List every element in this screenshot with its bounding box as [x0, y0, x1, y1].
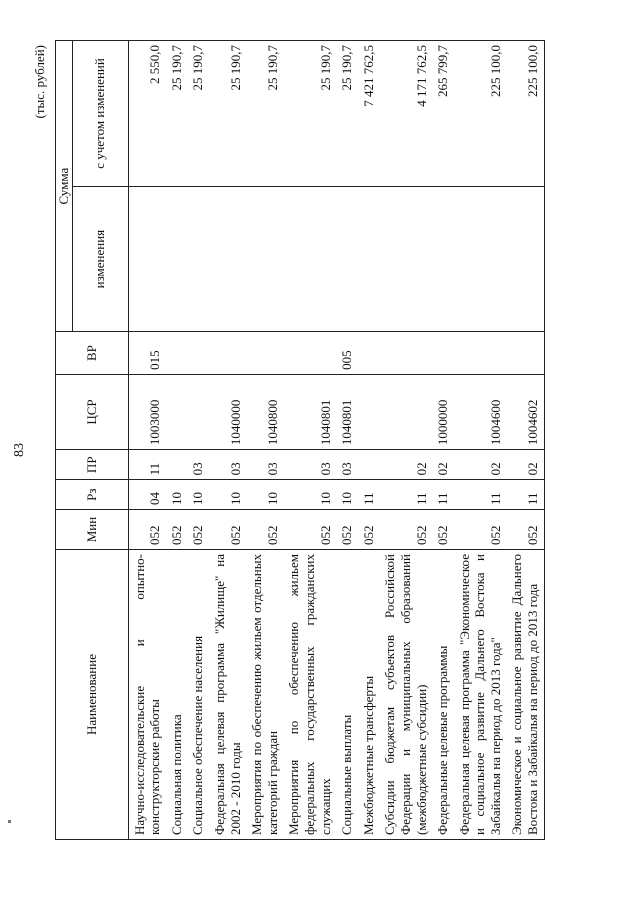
row-pr: 11 [128, 450, 166, 480]
row-csr: 1000000 [432, 374, 454, 449]
row-pr: 03 [187, 450, 209, 480]
row-vr [246, 332, 283, 375]
row-vr [506, 332, 544, 375]
row-changes [166, 186, 188, 331]
header-changes: изменения [72, 186, 128, 331]
budget-table [55, 40, 545, 840]
row-changes [209, 186, 246, 331]
row-rz: 11 [506, 480, 544, 510]
row-pr: 02 [506, 450, 544, 480]
table-row [358, 41, 380, 840]
row-name: Федеральная целевая программа "Жилище" на 2002 - 2010 годы [209, 550, 246, 840]
row-min: 052 [432, 510, 454, 550]
row-csr: 1003000 [128, 374, 166, 449]
table-row [379, 41, 432, 840]
row-pr: 03 [336, 450, 358, 480]
row-rz: 10 [246, 480, 283, 510]
row-changes [358, 186, 380, 331]
row-total: 25 190,7 [336, 41, 358, 187]
row-csr: 1004602 [506, 374, 544, 449]
row-total: 225 100,0 [506, 41, 544, 187]
row-changes [246, 186, 283, 331]
table-row [246, 41, 283, 840]
header-vr: ВР [56, 332, 129, 375]
row-name: Межбюджетные трансферты [358, 550, 380, 840]
row-changes [128, 186, 166, 331]
row-pr [358, 450, 380, 480]
header-with-changes: с учетом изменений [72, 41, 128, 187]
row-name: Экономическое и социальное развитие Дальнего Востока и Забайкалья на период до 2013 года [506, 550, 544, 840]
row-vr [166, 332, 188, 375]
row-vr [209, 332, 246, 375]
row-name: Социальные выплаты [336, 550, 358, 840]
row-rz: 10 [336, 480, 358, 510]
units-label: (тыс. рублей) [32, 45, 47, 119]
row-vr [432, 332, 454, 375]
header-name: Наименование [56, 550, 129, 840]
page-number: 83 [12, 443, 27, 457]
row-name: Субсидии бюджетам субъектов Российской Федерации и муниципальных образований (межбюджетные субсидии) [379, 550, 432, 840]
row-changes [283, 186, 336, 331]
row-csr: 1040000 [209, 374, 246, 449]
row-min: 052 [506, 510, 544, 550]
row-name: Федеральные целевые программы [432, 550, 454, 840]
row-changes [187, 186, 209, 331]
table-row [336, 41, 358, 840]
row-changes [454, 186, 507, 331]
row-csr [166, 374, 188, 449]
row-total: 4 171 762,5 [379, 41, 432, 187]
row-vr: 005 [336, 332, 358, 375]
row-pr: 02 [454, 450, 507, 480]
row-min: 052 [336, 510, 358, 550]
row-min: 052 [246, 510, 283, 550]
row-total: 25 190,7 [209, 41, 246, 187]
table-row [454, 41, 507, 840]
table-header [56, 41, 129, 840]
row-name: Мероприятия по обеспечению жильем федеральных государственных гражданских служащих [283, 550, 336, 840]
header-rz: Рз [56, 480, 129, 510]
row-pr: 03 [283, 450, 336, 480]
row-name: Социальная политика [166, 550, 188, 840]
row-total: 25 190,7 [246, 41, 283, 187]
row-vr [358, 332, 380, 375]
row-rz: 11 [454, 480, 507, 510]
row-pr: 03 [209, 450, 246, 480]
table-row [187, 41, 209, 840]
row-csr [379, 374, 432, 449]
row-min: 052 [379, 510, 432, 550]
header-csr: ЦСР [56, 374, 129, 449]
row-pr [166, 450, 188, 480]
row-changes [379, 186, 432, 331]
header-sum: Сумма [56, 41, 73, 332]
row-name: Мероприятия по обеспечению жильем отдельных категорий граждан [246, 550, 283, 840]
row-changes [336, 186, 358, 331]
row-pr: 03 [246, 450, 283, 480]
header-min: Мин [56, 510, 129, 550]
row-total: 2 550,0 [128, 41, 166, 187]
row-total: 225 100,0 [454, 41, 507, 187]
row-name: Федеральная целевая программа "Экономическое и социальное развитие Дальнего Востока и Забайкалья на период до 2013 года" [454, 550, 507, 840]
row-total: 265 799,7 [432, 41, 454, 187]
row-vr [283, 332, 336, 375]
row-rz: 10 [187, 480, 209, 510]
row-min: 052 [209, 510, 246, 550]
row-total: 25 190,7 [166, 41, 188, 187]
row-csr: 1004600 [454, 374, 507, 449]
row-csr [358, 374, 380, 449]
table-row [506, 41, 544, 840]
row-min: 052 [358, 510, 380, 550]
row-pr: 02 [432, 450, 454, 480]
header-pr: ПР [56, 450, 129, 480]
row-rz: 11 [358, 480, 380, 510]
row-rz: 10 [283, 480, 336, 510]
row-min: 052 [454, 510, 507, 550]
row-changes [506, 186, 544, 331]
row-csr: 1040801 [336, 374, 358, 449]
row-min: 052 [128, 510, 166, 550]
row-vr [379, 332, 432, 375]
table-row [283, 41, 336, 840]
row-pr: 02 [379, 450, 432, 480]
table-row [166, 41, 188, 840]
row-vr: 015 [128, 332, 166, 375]
row-min: 052 [283, 510, 336, 550]
row-rz: 11 [432, 480, 454, 510]
row-vr [454, 332, 507, 375]
table-row [432, 41, 454, 840]
scan-dot [8, 820, 11, 823]
row-total: 25 190,7 [283, 41, 336, 187]
row-vr [187, 332, 209, 375]
row-total: 25 190,7 [187, 41, 209, 187]
row-min: 052 [166, 510, 188, 550]
row-csr [187, 374, 209, 449]
row-rz: 10 [209, 480, 246, 510]
row-rz: 11 [379, 480, 432, 510]
row-csr: 1040801 [283, 374, 336, 449]
row-csr: 1040800 [246, 374, 283, 449]
table-row [209, 41, 246, 840]
table-row [128, 41, 166, 840]
row-total: 7 421 762,5 [358, 41, 380, 187]
table-body [128, 41, 544, 840]
row-name: Социальное обеспечение населения [187, 550, 209, 840]
row-changes [432, 186, 454, 331]
row-name: Научно-исследовательские и опытно-конструкторские работы [128, 550, 166, 840]
row-min: 052 [187, 510, 209, 550]
row-rz: 10 [166, 480, 188, 510]
row-rz: 04 [128, 480, 166, 510]
